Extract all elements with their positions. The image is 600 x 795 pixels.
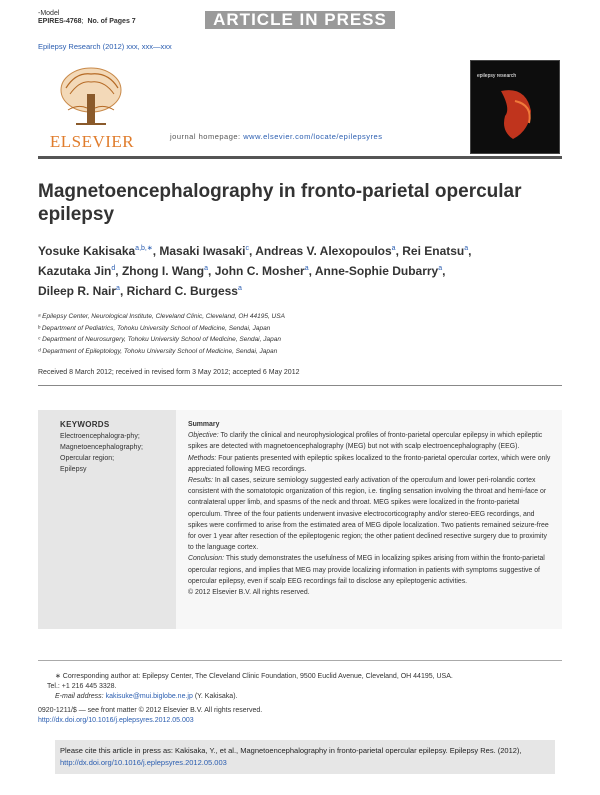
- abstract-objective: To clarify the clinical and neurophysiological profiles of fronto-parietal opercular epilepsy in which epileptic spikes are detected with magnetoencephalography (MEG) but not with scalp electroencephalography (EEG).: [188, 432, 543, 451]
- doi-link[interactable]: http://dx.doi.org/10.1016/j.eplepsyres.2012.05.003: [38, 717, 194, 724]
- author[interactable]: Yosuke Kakisaka$^{a,b,∗}$: [38, 244, 153, 258]
- divider: [38, 385, 562, 386]
- journal-cover-image[interactable]: [470, 60, 560, 154]
- citation-box: [55, 740, 555, 774]
- author-list: Yosuke Kakisaka$^{a,b,∗}$, Masaki Iwasaki$^c$, Andreas V. Alexopoulos$^a$, Rei Enatsu$^a$, Kazutaka Jin$^d$, Zhong I. Wang$^a$, John C. Mosher$^a$, Anne-Sophie Dubarry$^a$, Dileep R. Nair$^a$, Richard C. Burgess$^a$: [38, 244, 472, 298]
- keywords-list: [60, 431, 172, 475]
- keyword: Opercular region;: [60, 455, 115, 462]
- citation-doi-link[interactable]: http://dx.doi.org/10.1016/j.eplepsyres.2012.05.003: [60, 758, 227, 767]
- article-title: Magnetoencephalography in fronto-parietal opercular epilepsy: [38, 181, 522, 225]
- keyword: Epilepsy: [60, 466, 87, 473]
- author[interactable]: Zhong I. Wang$^a$: [121, 264, 209, 278]
- author[interactable]: Andreas V. Alexopoulos$^a$: [255, 244, 396, 258]
- homepage-label: journal homepage:: [170, 132, 241, 141]
- abstract-methods: Four patients presented with epileptic spikes localized to the fronto-parietal opercular cortex, which were only appreciated following MEG recordings.: [188, 454, 551, 473]
- elsevier-logo[interactable]: [38, 60, 146, 154]
- affiliations: [38, 311, 558, 357]
- author[interactable]: Dileep R. Nair$^a$: [38, 284, 120, 298]
- header-rule: [38, 156, 562, 159]
- affiliation: ᶜ Department of Neurosurgery, Tohoku University School of Medicine, Sendai, Japan: [38, 336, 281, 343]
- corresponding-author-note: ∗ Corresponding author at: Epilepsy Center, The Cleveland Clinic Foundation, 9500 Euclid Avenue, Cleveland, OH 44195, USA. Tel.: +1 216 445 3328. E-mail address: kakisuke@mui.biglobe.ne.jp (Y. Kakisaka).: [47, 673, 453, 700]
- homepage-link[interactable]: www.elsevier.com/locate/epilepsyres: [243, 132, 383, 141]
- author[interactable]: Kazutaka Jin$^d$: [38, 264, 116, 278]
- author[interactable]: Rei Enatsu$^a$: [402, 244, 469, 258]
- abstract-box: [176, 410, 562, 629]
- author[interactable]: John C. Mosher$^a$: [214, 264, 309, 278]
- email-link[interactable]: kakisuke@mui.biglobe.ne.jp: [105, 693, 193, 700]
- article-in-press-banner: ARTICLE IN PRESS: [205, 11, 395, 29]
- elsevier-wordmark: ELSEVIER: [49, 132, 135, 151]
- affiliation: ᵇ Department of Pediatrics, Tohoku University School of Medicine, Sendai, Japan: [38, 324, 271, 332]
- page-count: No. of Pages 7: [87, 18, 136, 25]
- abstract-text: Summary Objective: To clarify the clinical and neurophysiological profiles of fronto-parietal opercular epilepsy in which epileptic spikes are detected with magnetoencephalography (MEG) but not with scalp electroencephalography (EEG). Methods: Four patients presented with epileptic spikes localized to the fronto-parietal opercular cortex, which were only appreciated following MEG recordings. Results: In all cases, seizure semiology suggested early activation of the operculum and lower peri-rolandic cortex consistent with the somatotopic organization of this region, i.e. tingling sensation involving the throat and hemi-face or contralateral upper limb, and spasms of the neck and throat. MEG spikes were localized in the fronto-parietal operculum. Three of the four patients underwent invasive electrocorticography and/or stereo-EEG recordings, and spikes were confirmed to arise from the estimated area of MEG dipole localization. Two patients remained seizure-free for over 1 year after resection of the epileptogenic region; the other patient declined resective surgery due to proximity to the language cortex. Conclusion: This study demonstrates the usefulness of MEG in localizing spikes arising from within the fronto-parietal opercular regions, and implies that MEG may provide localizing information in patients with symptoms suggestive of opercular epilepsy, even if scalp EEG recordings fail to disclose any epileptogenic activities. © 2012 Elsevier B.V. All rights reserved.: [188, 419, 554, 598]
- running-header: -Model EPIRES-4768; No. of Pages 7: [38, 10, 136, 25]
- abstract-results: In all cases, seizure semiology suggested early activation of the operculum and lower peri-rolandic cortex consistent with the somatotopic organization of this region, i.e. tingling sensation involving the throat and hemi-face or contralateral upper limb, and spasms of the neck and throat. MEG spikes were localized in the fronto-parietal operculum. Three of the four patients underwent invasive electrocorticography and/or stereo-EEG recordings, and spikes were confirmed to arise from the estimated area of MEG dipole localization. Two patients remained seizure-free for over 1 year after resection of the epileptogenic region; the other patient declined resective surgery due to proximity to the language cortex.: [188, 477, 549, 552]
- keywords-title: KEYWORDS: [60, 420, 110, 429]
- model-label: -Model: [38, 10, 60, 17]
- tree-icon: [56, 64, 126, 130]
- cover-art-icon: [471, 61, 559, 153]
- issn-block: [38, 706, 538, 726]
- author[interactable]: Anne-Sophie Dubarry$^a$: [314, 264, 443, 278]
- received-dates: Received 8 March 2012; received in revised form 3 May 2012; accepted 6 May 2012: [38, 369, 300, 376]
- keyword: Magnetoencephalography;: [60, 444, 143, 451]
- author[interactable]: Richard C. Burgess$^a$: [126, 284, 242, 298]
- journal-homepage: [170, 132, 382, 141]
- copyright: © 2012 Elsevier B.V. All rights reserved.: [188, 589, 310, 597]
- affiliation: ᵈ Department of Epileptology, Tohoku University School of Medicine, Sendai, Japan: [38, 347, 278, 355]
- citation-text: Please cite this article in press as: Kakisaka, Y., et al., Magnetoencephalography in fronto-parietal opercular epilepsy. Epilepsy Res. (2012),: [60, 746, 522, 755]
- article-code: EPIRES-4768: [38, 18, 82, 25]
- cover-title: epilepsy research: [477, 73, 517, 79]
- keyword: Electroencephalogra-phy;: [60, 433, 140, 440]
- keywords-box: [38, 410, 176, 629]
- journal-reference[interactable]: Epilepsy Research (2012) xxx, xxx—xxx: [38, 42, 172, 51]
- affiliation: ᵃ Epilepsy Center, Neurological Institute, Cleveland Clinic, Cleveland, OH 44195, USA: [38, 313, 285, 320]
- footnote-rule: [38, 660, 562, 661]
- abstract-conclusion: This study demonstrates the usefulness of MEG in localizing spikes arising from within the fronto-parietal opercular regions, and implies that MEG may provide localizing information in patients with symptoms suggestive of opercular epilepsy, even if scalp EEG recordings fail to disclose any epileptogenic activities.: [188, 555, 545, 585]
- issn-line: 0920-1211/$ — see front matter © 2012 Elsevier B.V. All rights reserved.: [38, 707, 263, 714]
- author[interactable]: Masaki Iwasaki$^c$: [159, 244, 249, 258]
- abstract-title: Summary: [188, 421, 220, 428]
